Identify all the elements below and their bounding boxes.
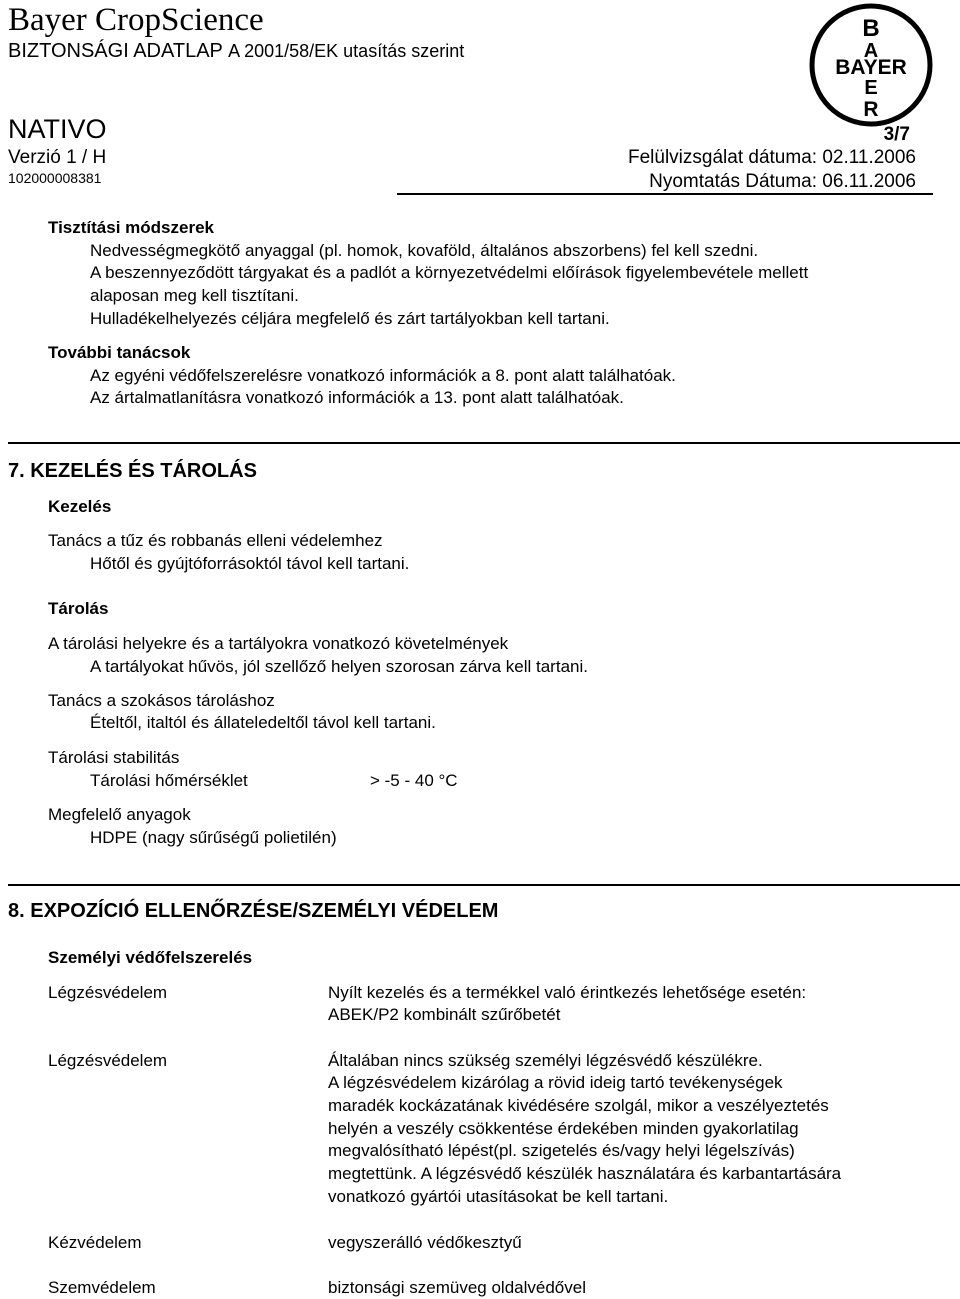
document-id: 102000008381 xyxy=(8,170,102,186)
review-date: Felülvizsgálat dátuma: 02.11.2006 xyxy=(628,147,916,168)
storage-temp-value: > -5 - 40 °C xyxy=(370,771,458,790)
storage-temp-label: Tárolási hőmérséklet xyxy=(90,771,248,790)
respiratory-line: vonatkozó gyártói utasításokat be kell tartani. xyxy=(328,1187,669,1206)
storage-req-value: A tartályokat hűvös, jól szellőző helyen szorosan zárva kell tartani. xyxy=(90,657,588,676)
storage-req-label: A tárolási helyekre és a tartályokra vonatkozó követelmények xyxy=(48,634,509,653)
advice-line: Az egyéni védőfelszerelésre vonatkozó információk a 8. pont alatt találhatóak. xyxy=(90,366,676,385)
cleaning-line: A beszennyeződött tárgyakat és a padlót a környezetvédelmi előírások figyelembevétele mellett xyxy=(90,263,809,282)
logo-letter-e: E xyxy=(864,77,878,99)
respiratory-line: helyén a veszély csökkentése érdekében minden gyakorlatilag xyxy=(328,1119,799,1138)
respiratory-line: A légzésvédelem kizárólag a rövid ideig tartó tevékenységek xyxy=(328,1073,783,1092)
materials-label: Megfelelő anyagok xyxy=(48,805,191,824)
brand-name: Bayer CropScience xyxy=(8,2,264,38)
cleaning-heading: Tisztítási módszerek xyxy=(48,218,214,237)
advice-line: Az ártalmatlanításra vonatkozó információk a 13. pont alatt találhatóak. xyxy=(90,388,624,407)
logo-wordmark: BAYER xyxy=(835,56,907,79)
storage-heading: Tárolás xyxy=(48,599,109,618)
handling-heading: Kezelés xyxy=(48,497,112,516)
document-type-title: BIZTONSÁGI ADATLAP xyxy=(8,40,223,62)
section-7-title: 7. KEZELÉS ÉS TÁROLÁS xyxy=(8,460,257,482)
logo-letter-a: A xyxy=(863,40,879,62)
version-label: Verzió 1 / H xyxy=(8,147,107,168)
respiratory-line: Általában nincs szükség személyi légzésvédő készülékre. xyxy=(328,1051,763,1070)
page-number: 3/7 xyxy=(883,124,910,145)
product-name: NATIVO xyxy=(8,114,107,144)
storage-stability-label: Tárolási stabilitás xyxy=(48,748,180,767)
respiratory-label: Légzésvédelem xyxy=(48,983,168,1002)
common-storage-value: Ételtől, italtól és állateledeltől távol kell tartani. xyxy=(90,713,436,732)
logo-letter-r: R xyxy=(863,98,879,121)
logo-letter-b: B xyxy=(862,15,880,42)
section-8-title: 8. EXPOZÍCIÓ ELLENŐRZÉSE/SZEMÉLYI VÉDELEM xyxy=(8,900,499,922)
respiratory-line: ABEK/P2 kombinált szűrőbetét xyxy=(328,1005,561,1024)
eye-protection-label: Szemvédelem xyxy=(48,1278,156,1297)
ppe-heading: Személyi védőfelszerelés xyxy=(48,948,253,967)
section-divider xyxy=(8,884,960,886)
eye-protection-value: biztonsági szemüveg oldalvédővel xyxy=(328,1278,586,1297)
common-storage-label: Tanács a szokásos tároláshoz xyxy=(48,691,275,710)
cleaning-line: alaposan meg kell tisztítani. xyxy=(90,286,299,305)
bayer-logo-icon xyxy=(808,2,934,128)
hand-protection-value: vegyszerálló védőkesztyű xyxy=(328,1233,522,1252)
respiratory-line: maradék kockázatának kivédésére szolgál, mikor a veszélyeztetés xyxy=(328,1096,829,1115)
cleaning-line: Hulladékelhelyezés céljára megfelelő és zárt tartályokban kell tartani. xyxy=(90,309,610,328)
document-type-subtitle: A 2001/58/EK utasítás szerint xyxy=(228,41,465,61)
respiratory-label: Légzésvédelem xyxy=(48,1051,168,1070)
section-divider xyxy=(8,442,960,444)
print-date: Nyomtatás Dátuma: 06.11.2006 xyxy=(649,171,916,192)
respiratory-line: megtettünk. A légzésvédő készülék használatára és karbantartására xyxy=(328,1164,842,1183)
document-type xyxy=(8,40,464,63)
header-divider xyxy=(397,193,933,195)
advice-heading: További tanácsok xyxy=(48,343,191,362)
respiratory-line: megvalósítható lépést(pl. szigetelés és/vagy helyi légelszívás) xyxy=(328,1141,795,1160)
fire-advice-label: Tanács a tűz és robbanás elleni védelemhez xyxy=(48,531,383,550)
fire-advice-value: Hőtől és gyújtóforrásoktól távol kell tartani. xyxy=(90,554,410,573)
hand-protection-label: Kézvédelem xyxy=(48,1233,142,1252)
materials-value: HDPE (nagy sűrűségű polietilén) xyxy=(90,828,337,847)
cleaning-line: Nedvességmegkötő anyaggal (pl. homok, kovaföld, általános abszorbens) fel kell szedni. xyxy=(90,241,759,260)
respiratory-line: Nyílt kezelés és a termékkel való érintkezés lehetősége esetén: xyxy=(328,983,807,1002)
